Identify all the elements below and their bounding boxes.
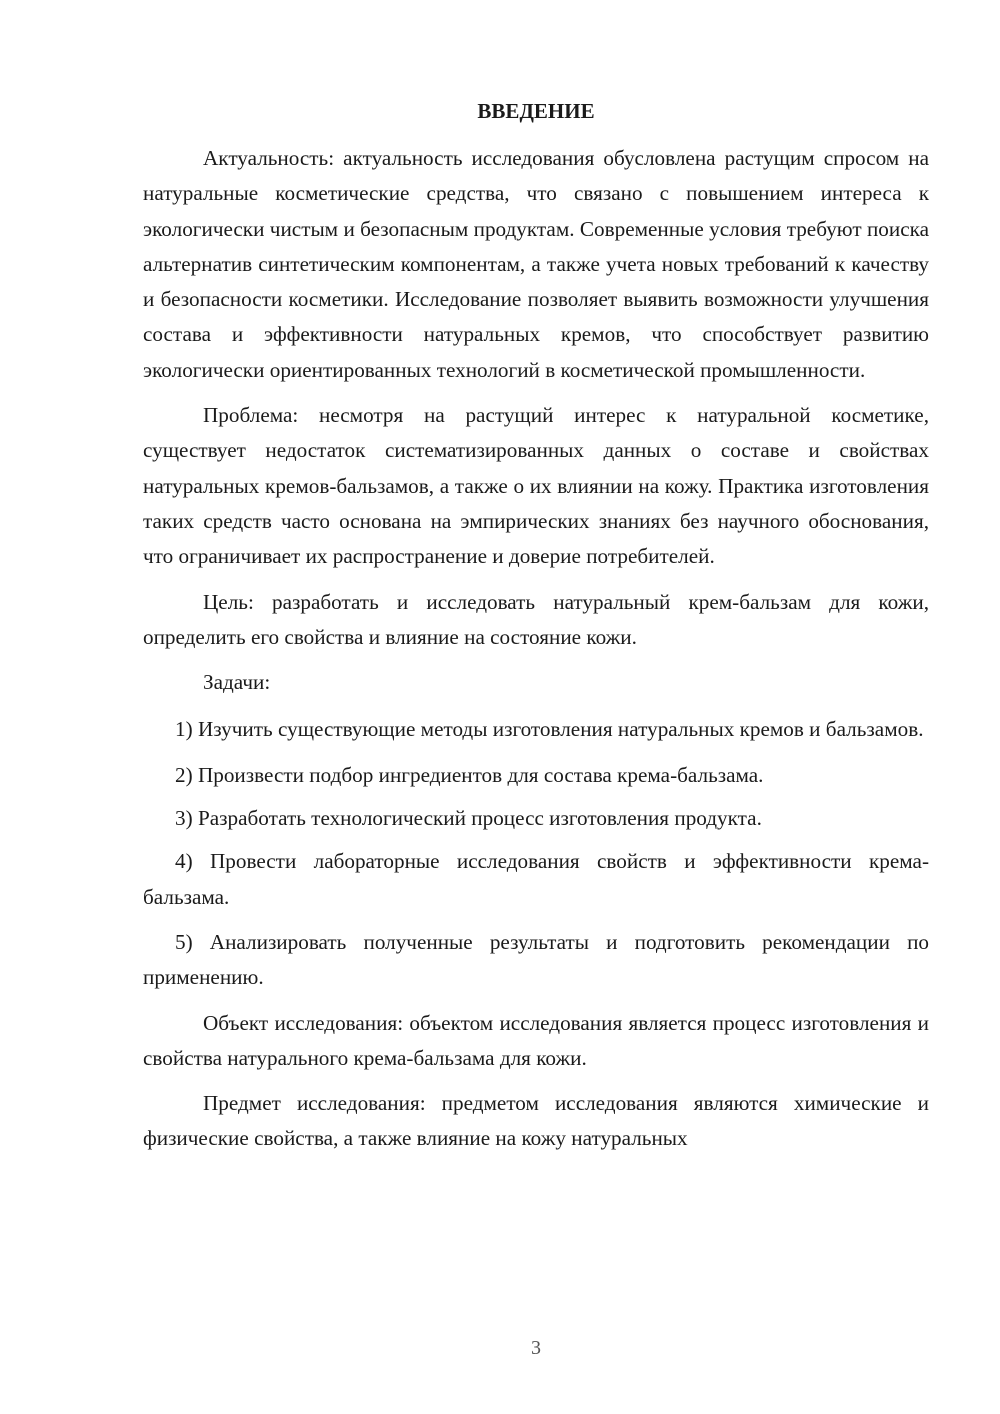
section-title: ВВЕДЕНИЕ [477,99,595,123]
tasks-heading: Задачи: [203,670,271,695]
task-item: 1) Изучить существующие методы изготовления натуральных кремов и бальзамов. [175,717,924,742]
problem-paragraph: Проблема: несмотря на растущий интерес к натуральной косметике, существует недостаток систематизированных данных о составе и свойствах натуральных кремов-бальзамов, а также о их влиянии на кожу. Практика изготовления таких средств часто основана на эмпирических знаниях без научного обоснования, что ограничивает их распространение и доверие потребителей. [143,403,929,569]
subject-paragraph: Предмет исследования: предметом исследования являются химические и физические свойства, а также влияние на кожу натуральных [143,1091,929,1151]
page-number: 3 [531,1337,541,1359]
goal-paragraph: Цель: разработать и исследовать натуральный крем-бальзам для кожи, определить его свойства и влияние на состояние кожи. [143,589,929,649]
object-paragraph: Объект исследования: объектом исследования является процесс изготовления и свойства натурального крема-бальзама для кожи. [143,1010,929,1070]
task-item: 5) Анализировать полученные результаты и подготовить рекомендации по применению. [143,929,929,990]
task-item: 4) Провести лабораторные исследования свойств и эффективности крема-бальзама. [143,849,929,909]
task-item: 3) Разработать технологический процесс изготовления продукта. [175,806,762,831]
page-content [143,97,929,1167]
task-item: 2) Произвести подбор ингредиентов для состава крема-бальзама. [175,762,764,787]
relevance-paragraph: Актуальность: актуальность исследования обусловлена растущим спросом на натуральные косметические средства, что связано с повышением интереса к экологически чистым и безопасным продуктам. Современные условия требуют поиска альтернатив синтетическим компонентам, а также учета новых требований к качеству и безопасности косметики. Исследование позволяет выявить возможности улучшения состава и эффективности натуральных кремов, что способствует развитию экологически ориентированных технологий в косметической промышленности. [143,146,929,382]
